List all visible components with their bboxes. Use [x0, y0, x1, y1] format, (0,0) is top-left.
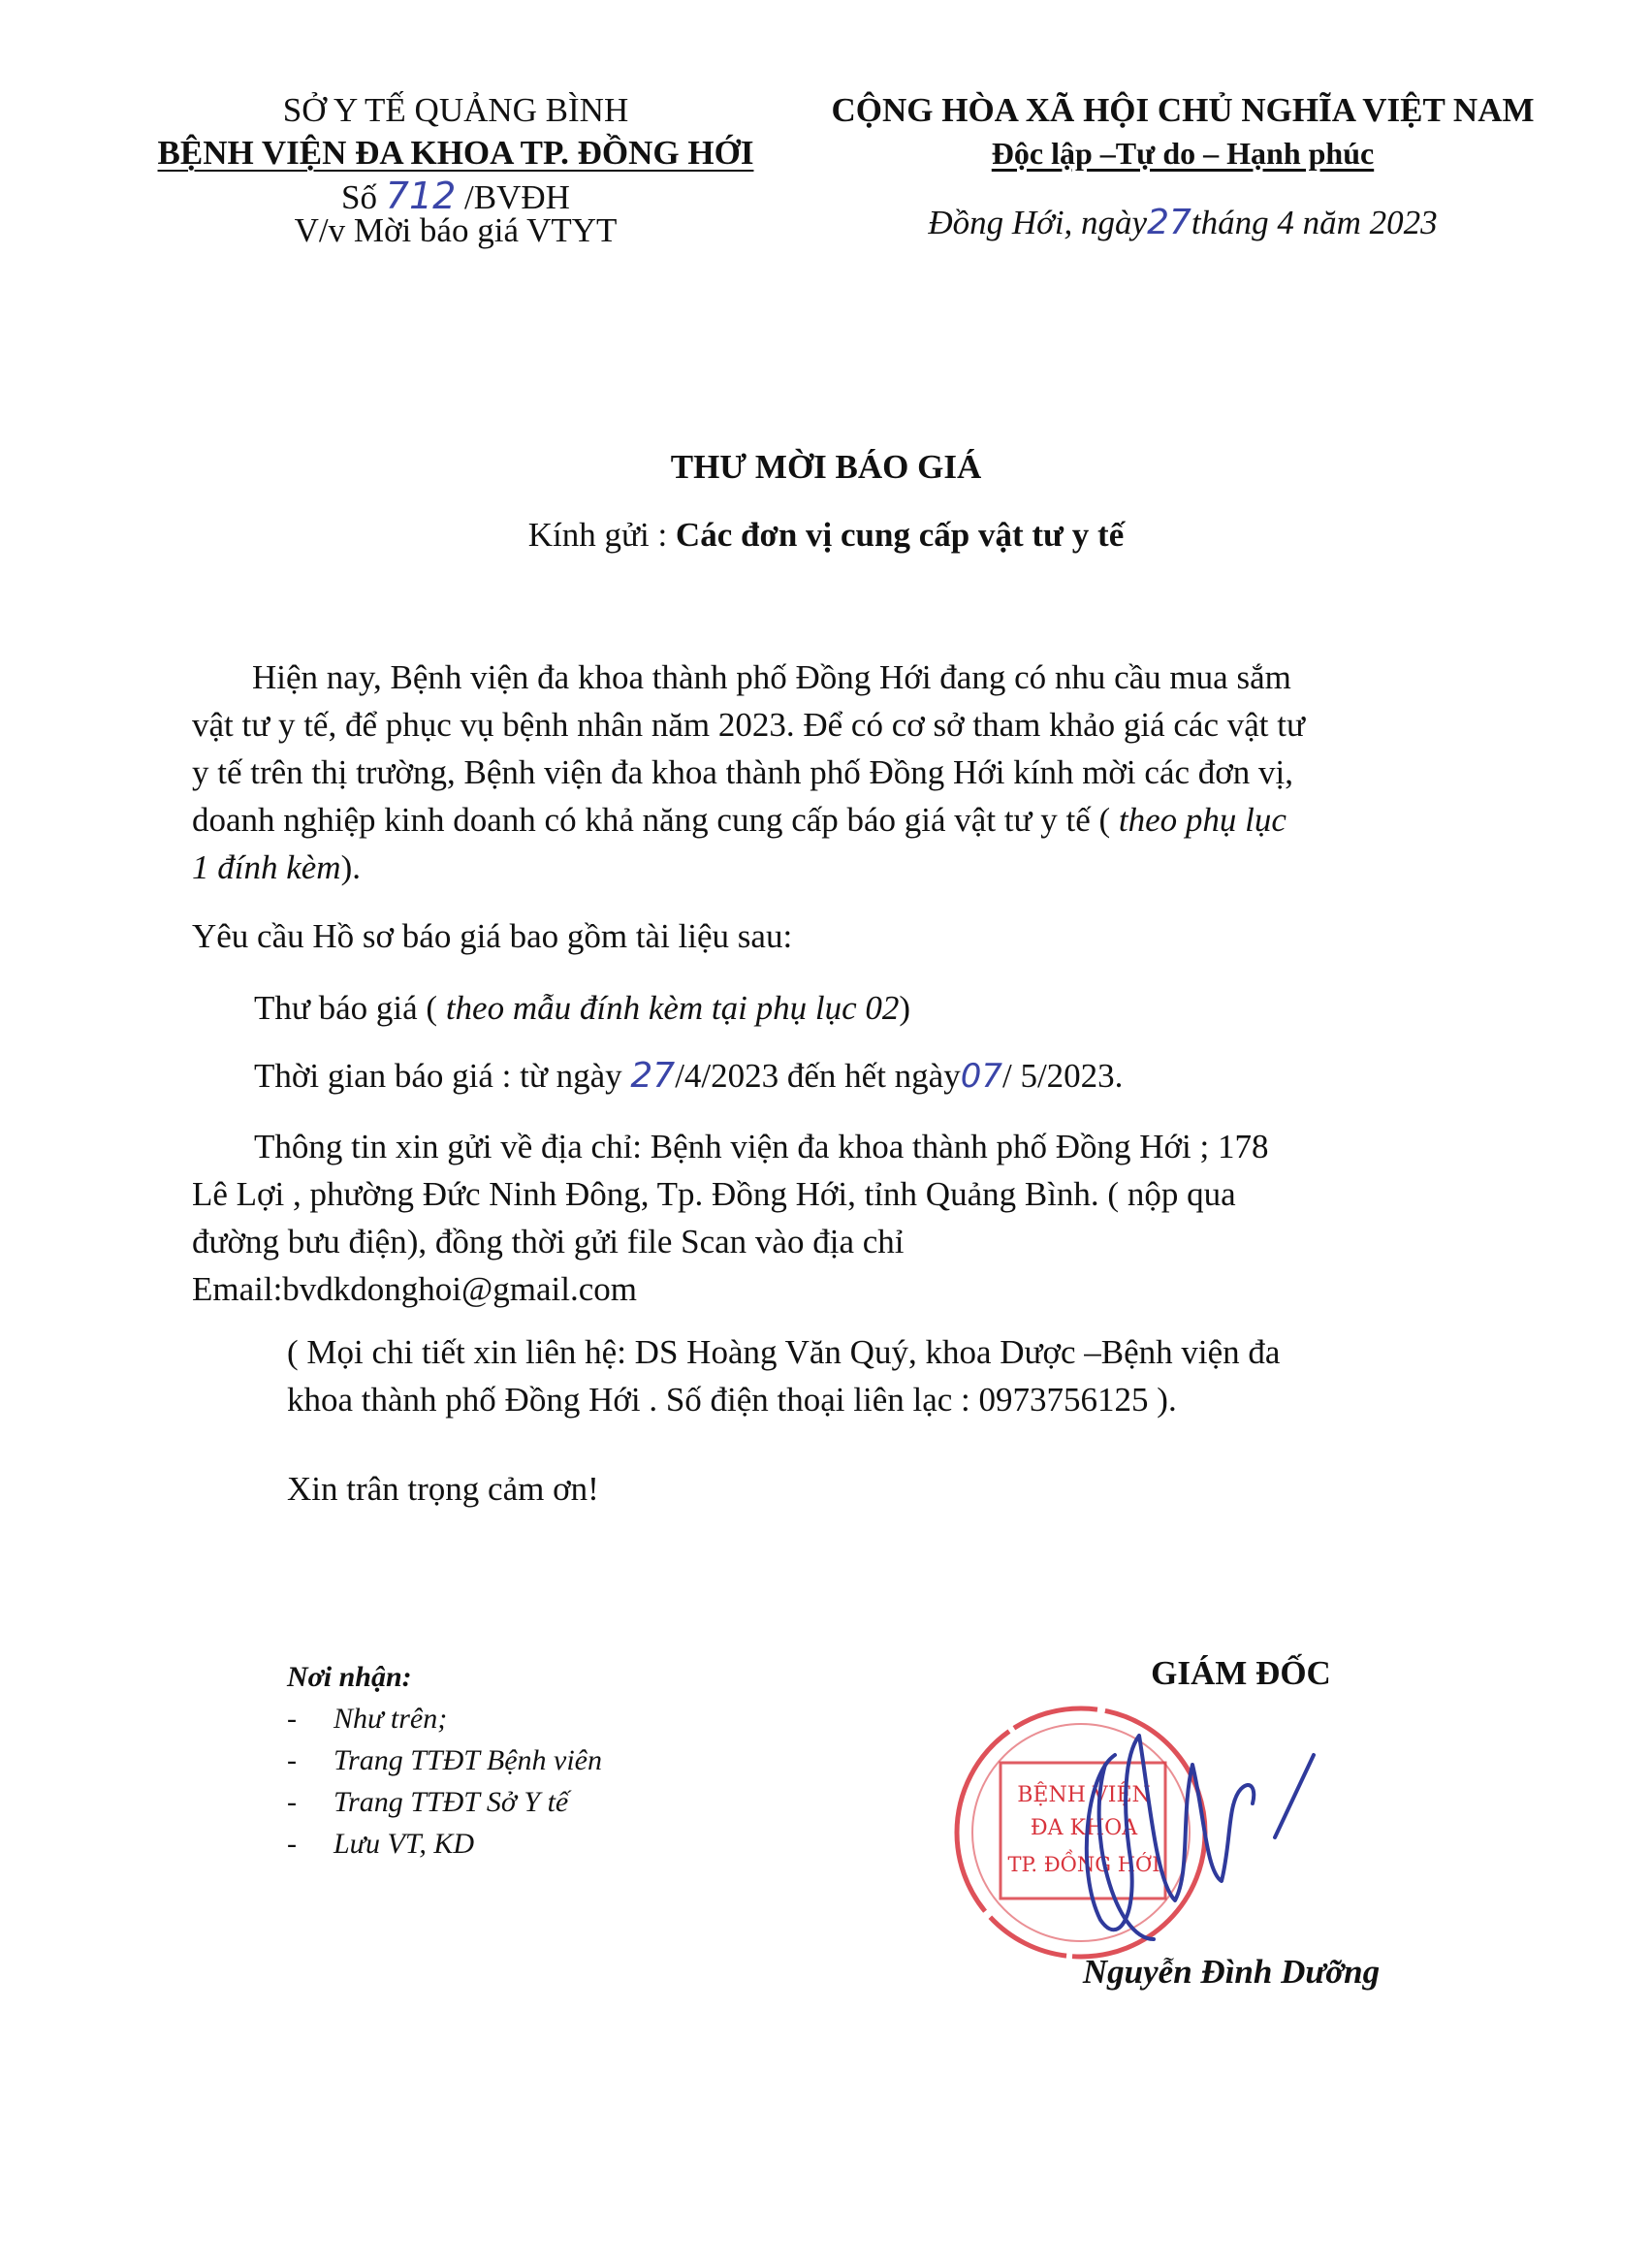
recipient-item: Trang TTĐT Bệnh viên: [334, 1744, 602, 1776]
time-day1-handwritten: 27: [630, 1056, 676, 1096]
recipient-item: Trang TTĐT Sở Y tế: [334, 1786, 569, 1818]
red-stamp-icon: [957, 1708, 1205, 1957]
recipient-line: [0, 514, 1652, 557]
number-handwritten: 712: [385, 175, 457, 217]
contact-paragraph: [287, 1328, 1489, 1423]
contact-line: ( Mọi chi tiết xin liên hệ: DS Hoàng Văn Quý, khoa Dược –Bệnh viện đa: [287, 1333, 1281, 1371]
time-mid: /4/2023 đến hết ngày: [675, 1057, 961, 1095]
list-item: - Như trên;: [287, 1698, 602, 1739]
address-line: Lê Lợi , phường Đức Ninh Đông, Tp. Đồng Hới, tỉnh Quảng Bình. ( nộp qua: [192, 1175, 1236, 1213]
document-subject: V/v Mời báo giá VTYT: [294, 211, 618, 249]
issue-date: [824, 202, 1541, 244]
time-day2-handwritten: 07: [960, 1057, 1002, 1096]
intro-end: ).: [340, 848, 361, 886]
page-title: THƯ MỜI BÁO GIÁ: [670, 448, 982, 486]
intro-line: vật tư y tế, để phục vụ bệnh nhân năm 2023. Để có cơ sở tham khảo giá các vật tư: [192, 706, 1305, 744]
email-address: Email:bvdkdonghoi@gmail.com: [192, 1270, 637, 1308]
intro-italic: 1 đính kèm: [192, 848, 341, 886]
list-item: - Trang TTĐT Sở Y tế: [287, 1781, 602, 1823]
recipients-label: Nơi nhận:: [287, 1661, 412, 1693]
time-line: [254, 1055, 1123, 1098]
intro-line: [192, 844, 1472, 891]
stamp-line: ĐA KHOA: [1030, 1816, 1138, 1840]
recipient-item: Lưu VT, KD: [334, 1828, 475, 1860]
signature-role: GIÁM ĐỐC: [1151, 1654, 1331, 1692]
time-suffix: / 5/2023.: [1001, 1057, 1124, 1095]
intro-line: [192, 796, 1472, 844]
recipient-label: Kính gửi :: [527, 516, 668, 554]
address-line: Thông tin xin gửi về địa chỉ: Bệnh viện đa khoa thành phố Đồng Hới ; 178: [254, 1128, 1269, 1165]
country-name: CỘNG HÒA XÃ HỘI CHỦ NGHĨA VIỆT NAM: [831, 91, 1535, 129]
intro-line: Hiện nay, Bệnh viện đa khoa thành phố Đồng Hới đang có nhu cầu mua sắm: [252, 658, 1291, 696]
quote-italic: theo mẫu đính kèm tại phụ lục 02: [445, 989, 900, 1027]
intro-line-text: doanh nghiệp kinh doanh có khả năng cung cấp báo giá vật tư y tế (: [192, 801, 1111, 839]
address-line: đường bưu điện), đồng thời gửi file Scan vào địa chỉ: [192, 1223, 905, 1260]
hospital-name: [155, 132, 756, 175]
intro-line: y tế trên thị trường, Bệnh viện đa khoa thành phố Đồng Hới kính mời các đơn vị,: [192, 753, 1293, 791]
stamp-line: BỆNH VIỆN: [1017, 1783, 1151, 1807]
quote-line: [254, 987, 910, 1030]
date-day-handwritten: 27: [1147, 203, 1191, 242]
signer-name: Nguyễn Đình Dưỡng: [1082, 1953, 1381, 1991]
department-name: SỞ Y TẾ QUẢNG BÌNH: [282, 91, 629, 129]
quote-suffix: ): [899, 989, 911, 1027]
stamp-line: TP. ĐỒNG HỚI: [1007, 1853, 1160, 1876]
recipient-name: Các đơn vị cung cấp vật tư y tế: [675, 516, 1125, 554]
number-prefix: Số: [341, 178, 378, 216]
date-suffix: tháng 4 năm 2023: [1191, 204, 1438, 241]
quote-prefix: Thư báo giá (: [254, 989, 438, 1027]
list-item: - Trang TTĐT Bệnh viên: [287, 1739, 602, 1781]
list-item: - Lưu VT, KD: [287, 1823, 602, 1865]
hospital-name-text: BỆNH VIỆN ĐA KHOA TP. ĐỒNG HỚI: [157, 134, 754, 172]
contact-line: khoa thành phố Đồng Hới . Số điện thoại liên lạc : 0973756125 ).: [287, 1381, 1177, 1419]
stamp-and-signature: [931, 1697, 1338, 1978]
address-paragraph: [192, 1123, 1472, 1313]
time-prefix: Thời gian báo giá : từ ngày: [254, 1057, 622, 1095]
national-motto: [824, 132, 1541, 175]
date-prefix: Đồng Hới, ngày: [928, 204, 1148, 241]
recipients-block: [287, 1656, 602, 1865]
intro-italic: theo phụ lục: [1118, 801, 1287, 839]
thanks-line: Xin trân trọng cảm ơn!: [287, 1470, 599, 1508]
recipient-item: Như trên;: [334, 1703, 448, 1735]
intro-paragraph: [192, 654, 1472, 891]
requirement-line: Yêu cầu Hồ sơ báo giá bao gồm tài liệu sau:: [192, 917, 793, 955]
number-suffix: /BVĐH: [464, 178, 570, 216]
national-motto-text: Độc lập –Tự do – Hạnh phúc: [991, 136, 1375, 171]
